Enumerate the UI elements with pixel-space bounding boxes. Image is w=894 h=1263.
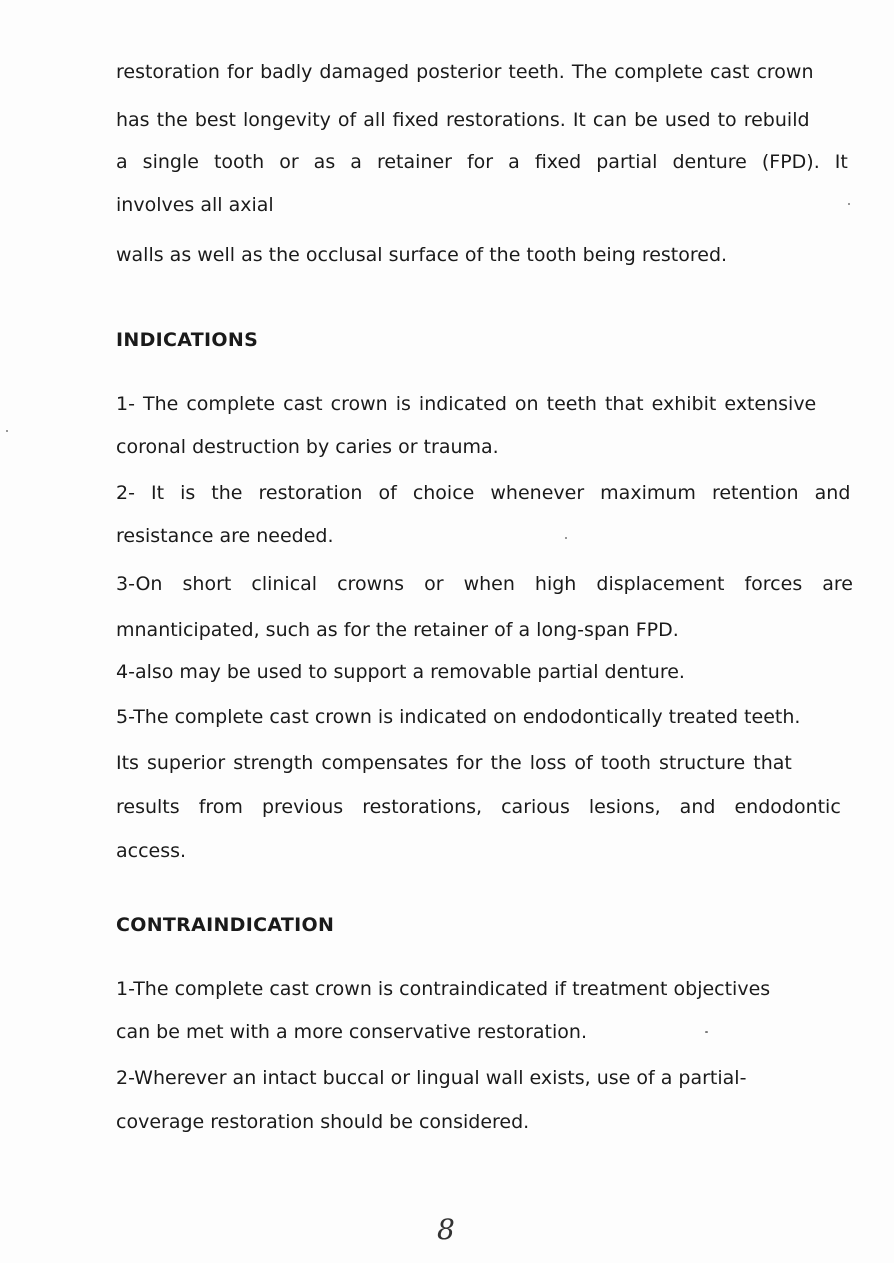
indications-item-5-line-2: Its superior strength compensates for the loss of tooth structure that — [116, 752, 792, 774]
indications-item-3-line-2: mnanticipated, such as for the retainer of a long-span FPD. — [116, 619, 679, 641]
indications-item-1-line-1: 1- The complete cast crown is indicated on teeth that exhibit extensive — [116, 393, 817, 415]
intro-line-1: restoration for badly damaged posterior teeth. The complete cast crown — [116, 61, 814, 83]
scan-speck — [705, 1031, 708, 1033]
contraindication-item-2-line-1: 2-Wherever an intact buccal or lingual wall exists, use of a partial- — [116, 1067, 747, 1089]
indications-item-5-line-3: results from previous restorations, carious lesions, and endodontic — [116, 796, 841, 818]
scan-speck — [6, 430, 8, 432]
page-number: 8 — [437, 1213, 455, 1246]
indications-item-5-line-1: 5-The complete cast crown is indicated on endodontically treated teeth. — [116, 706, 801, 728]
scan-speck — [565, 537, 567, 539]
indications-item-4-line-1: 4-also may be used to support a removable partial denture. — [116, 661, 685, 683]
contraindication-item-1-line-1: 1-The complete cast crown is contraindicated if treatment objectives — [116, 978, 771, 1000]
intro-line-5: walls as well as the occlusal surface of the tooth being restored. — [116, 244, 728, 266]
intro-line-4: involves all axial — [116, 194, 274, 216]
intro-line-3: a single tooth or as a retainer for a fixed partial denture (FPD). It — [116, 151, 848, 173]
indications-heading: INDICATIONS — [116, 329, 259, 351]
indications-item-3-line-1: 3-On short clinical crowns or when high displacement forces are — [116, 573, 853, 595]
contraindication-item-1-line-2: can be met with a more conservative restoration. — [116, 1021, 587, 1043]
intro-line-2: has the best longevity of all fixed restorations. It can be used to rebuild — [116, 109, 810, 131]
indications-item-5-line-4: access. — [116, 840, 187, 862]
scan-speck — [848, 203, 850, 205]
indications-item-1-line-2: coronal destruction by caries or trauma. — [116, 436, 499, 458]
contraindication-heading: CONTRAINDICATION — [116, 914, 335, 936]
indications-item-2-line-1: 2- It is the restoration of choice whenever maximum retention and — [116, 482, 851, 504]
indications-item-2-line-2: resistance are needed. — [116, 525, 334, 547]
contraindication-item-2-line-2: coverage restoration should be considered. — [116, 1111, 530, 1133]
